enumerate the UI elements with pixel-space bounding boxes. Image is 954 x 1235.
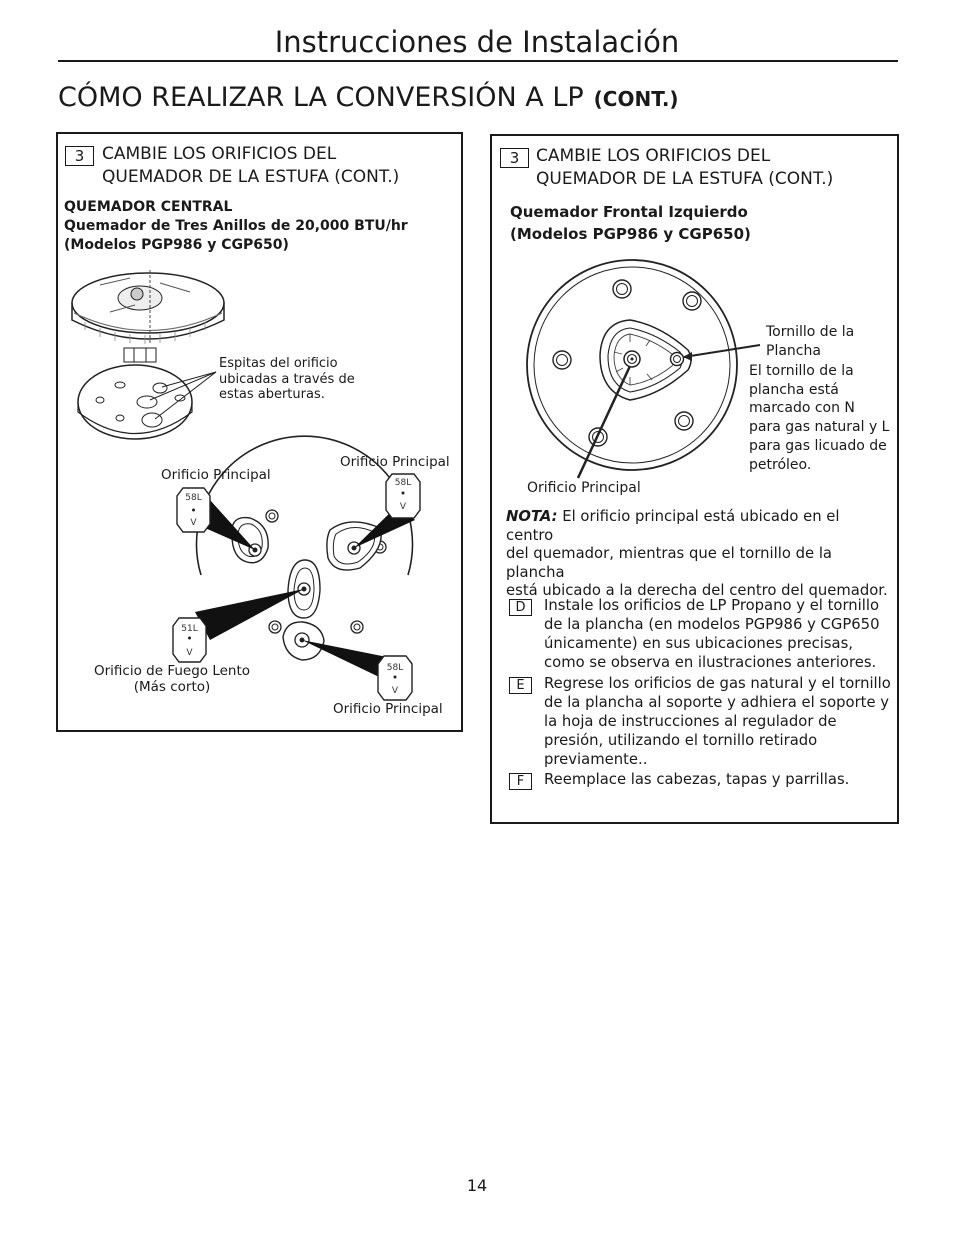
spud-label: Espitas del orificio ubicadas a través de estas aberturas. <box>219 356 355 402</box>
right-step-title: CAMBIE LOS ORIFICIOS DEL QUEMADOR DE LA ESTUFA (CONT.) <box>536 146 834 189</box>
orifice-58l-right-mark: 58L <box>394 478 412 488</box>
page-number: 14 <box>466 1176 488 1195</box>
right-step-number: 3 <box>500 148 529 168</box>
simmer-orifice-label: Orificio de Fuego Lento (Más corto) <box>94 663 251 695</box>
right-subhead: Quemador Frontal Izquierdo (Modelos PGP986 y CGP650) <box>510 203 751 243</box>
section-suffix: (CONT.) <box>593 87 679 111</box>
section-title: CÓMO REALIZAR LA CONVERSIÓN A LP <box>58 82 584 113</box>
griddle-screw-label: Tornillo de la Plancha <box>766 324 855 359</box>
step-letter-f: F <box>509 773 532 790</box>
step-f-text: Reemplace las cabezas, tapas y parrillas. <box>544 771 850 788</box>
note-label: NOTA: <box>506 508 558 525</box>
page-title: Instrucciones de Instalación <box>274 25 680 59</box>
note-paragraph: NOTA: El orificio principal está ubicado en el centro del quemador, mientras que el tornillo de la plancha está ubicado a la derecha del centro del quemador. <box>506 508 888 599</box>
main-orifice-label: Orificio Principal <box>527 480 641 496</box>
orifice-51l-mark: 51L <box>181 624 198 634</box>
step-letter-e: E <box>509 677 532 694</box>
orifice-58l-left-v: V <box>190 518 197 528</box>
orifice-58l-left-mark: 58L <box>185 493 202 503</box>
main-orifice-label-bottom: Orificio Principal <box>333 701 443 717</box>
orifice-58l-bottom-v: V <box>391 686 399 696</box>
step-e-text: Regrese los orificios de gas natural y el tornillo de la plancha al soporte y adhiera el soporte y la hoja de instrucciones al regulador de presión, utilizando el tornillo retirado previamente.. <box>544 675 891 768</box>
main-orifice-label-right: Orificio Principal <box>340 454 450 470</box>
left-subhead: QUEMADOR CENTRAL Quemador de Tres Anillos de 20,000 BTU/hr (Modelos PGP986 y CGP650) <box>64 199 408 253</box>
step-letter-d: D <box>509 599 532 616</box>
orifice-58l-bottom-mark: 58L <box>386 663 404 673</box>
main-orifice-label-left: Orificio Principal <box>161 467 271 483</box>
step-d-text: Instale los orificios de LP Propano y el tornillo de la plancha (en modelos PGP986 y CGP650 únicamente) en sus ubicaciones precisas, como se observa en ilustraciones anteriores. <box>544 597 880 671</box>
orifice-58l-right-v: V <box>399 502 407 512</box>
griddle-screw-note: El tornillo de la plancha está marcado con N para gas natural y L para gas licuado de petróleo. <box>749 363 890 473</box>
left-step-title: CAMBIE LOS ORIFICIOS DEL QUEMADOR DE LA ESTUFA (CONT.) <box>102 144 400 187</box>
orifice-51l-v: V <box>186 648 193 658</box>
left-step-number: 3 <box>65 146 94 166</box>
